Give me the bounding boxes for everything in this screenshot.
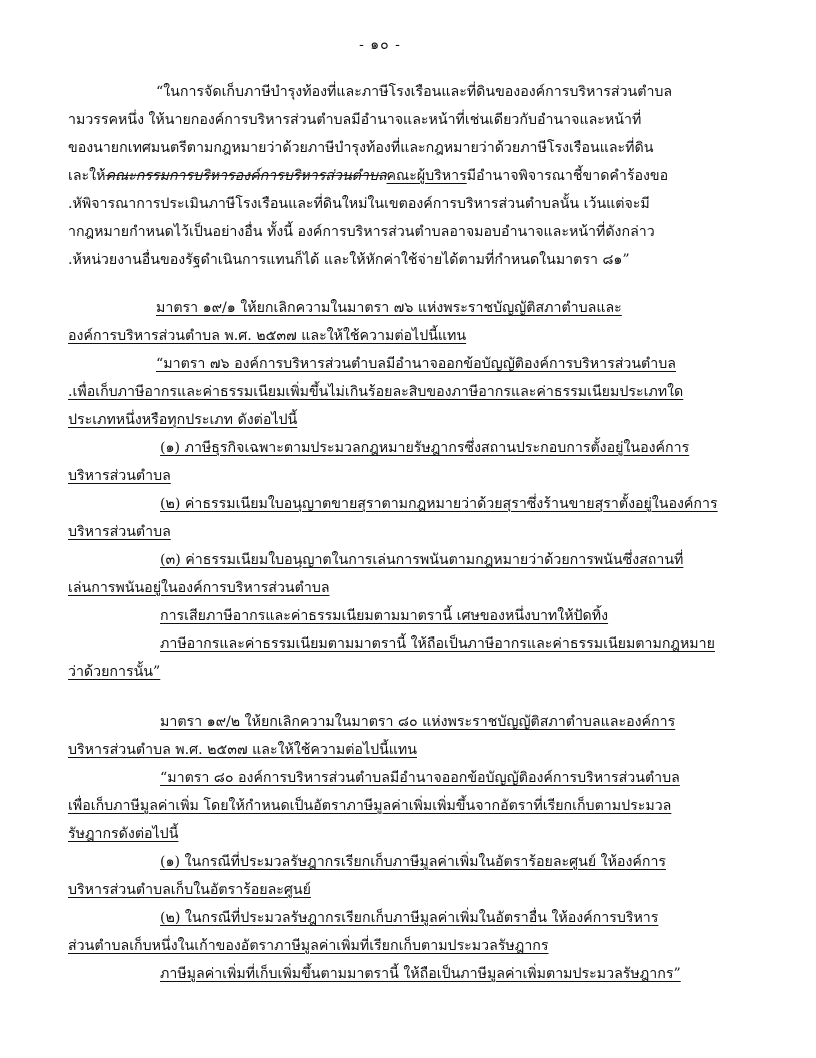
text-segment: เละให้ bbox=[68, 168, 106, 184]
text-line: .เพื่อเก็บภาษีอากรและค่าธรรมเนียมเพิ่มขึ้นไม่เกินร้อยละสิบของภาษีอากรและค่าธรรมเนียมประเภทใด bbox=[68, 384, 684, 400]
page-number: - ๑๐ - bbox=[359, 37, 401, 53]
text-line: ประเภทหนึ่งหรือทุกประเภท ดังต่อไปนี้ bbox=[68, 412, 298, 428]
text-line: “มาตรา ๘๐ องค์การบริหารส่วนตำบลมีอำนาจออกข้อบัญญัติองค์การบริหารส่วนตำบล bbox=[160, 770, 680, 786]
section-heading: มาตรา ๑๙/๑ ให้ยกเลิกความในมาตรา ๗๖ แห่งพระราชบัญญัติสภาตำบลและ bbox=[156, 300, 622, 316]
text-line: ของนายกเทศมนตรีตามกฎหมายว่าด้วยภาษีบำรุงท้องที่และกฎหมายว่าด้วยภาษีโรงเรือนและที่ดิน bbox=[68, 140, 654, 156]
text-line: บริหารส่วนตำบลเก็บในอัตราร้อยละศูนย์ bbox=[68, 882, 311, 898]
text-line: “ในการจัดเก็บภาษีบำรุงท้องที่และภาษีโรงเรือนและที่ดินขององค์การบริหารส่วนตำบล bbox=[156, 84, 673, 100]
text-line: ภาษีอากรและค่าธรรมเนียมตามมาตรานี้ ให้ถือเป็นภาษีอากรและค่าธรรมเนียมตามกฎหมาย bbox=[160, 636, 715, 652]
text-line: บริหารส่วนตำบล bbox=[68, 468, 171, 484]
text-line: ส่วนตำบลเก็บหนึ่งในเก้าของอัตราภาษีมูลค่าเพิ่มที่เรียกเก็บตามประมวลรัษฎากร bbox=[68, 938, 549, 954]
inserted-text: คณะผู้บริหาร bbox=[386, 168, 467, 184]
text-line: บริหารส่วนตำบล bbox=[68, 524, 171, 540]
text-line-amended bbox=[68, 166, 668, 188]
text-line: ว่าด้วยการนั้น” bbox=[68, 664, 161, 680]
text-line: เล่นการพนันอยู่ในองค์การบริหารส่วนตำบล bbox=[68, 580, 330, 596]
text-segment: มีอำนาจพิจารณาชี้ขาดคำร้องขอ bbox=[466, 168, 669, 184]
section-heading: มาตรา ๑๙/๒ ให้ยกเลิกความในมาตรา ๘๐ แห่งพระราชบัญญัติสภาตำบลและองค์การ bbox=[160, 714, 676, 730]
text-line: .หัพิจารณาการประเมินภาษีโรงเรือนและที่ดินใหม่ในเขตองค์การบริหารส่วนตำบลนั้น เว้นแต่จะมี bbox=[68, 196, 650, 212]
struck-text: คณะกรรมการบริหารองค์การบริหารส่วนตำบล bbox=[105, 168, 387, 184]
text-line: รัษฎากรดังต่อไปนี้ bbox=[68, 826, 179, 842]
list-item: (๑) ในกรณีที่ประมวลรัษฎากรเรียกเก็บภาษีมูลค่าเพิ่มในอัตราร้อยละศูนย์ ให้องค์การ bbox=[160, 854, 667, 870]
list-item: (๒) ค่าธรรมเนียมใบอนุญาตขายสุราตามกฎหมายว่าด้วยสุราซึ่งร้านขายสุราตั้งอยู่ในองค์การ bbox=[160, 496, 718, 512]
text-line: ภาษีมูลค่าเพิ่มที่เก็บเพิ่มขึ้นตามมาตรานี้ ให้ถือเป็นภาษีมูลค่าเพิ่มตามประมวลรัษฎากร” bbox=[160, 966, 681, 982]
list-item: (๒) ในกรณีที่ประมวลรัษฎากรเรียกเก็บภาษีมูลค่าเพิ่มในอัตราอื่น ให้องค์การบริหาร bbox=[160, 910, 659, 926]
text-line: .ห้หน่วยงานอื่นของรัฐดำเนินการแทนก็ได้ และให้หักค่าใช้จ่ายได้ตามที่กำหนดในมาตรา ๘๑” bbox=[68, 252, 630, 268]
list-item: (๑) ภาษีธุรกิจเฉพาะตามประมวลกฎหมายรัษฎากรซึ่งสถานประกอบการตั้งอยู่ในองค์การ bbox=[160, 440, 690, 456]
text-line: ามวรรคหนึ่ง ให้นายกองค์การบริหารส่วนตำบลมีอำนาจและหน้าที่เช่นเดียวกับอำนาจและหน้าที่ bbox=[68, 112, 642, 128]
list-item: (๓) ค่าธรรมเนียมใบอนุญาตในการเล่นการพนันตามกฎหมายว่าด้วยการพนันซึ่งสถานที่ bbox=[160, 552, 684, 568]
text-line: บริหารส่วนตำบล พ.ศ. ๒๕๓๗ และให้ใช้ความต่อไปนี้แทน bbox=[68, 742, 417, 758]
text-line: “มาตรา ๗๖ องค์การบริหารส่วนตำบลมีอำนาจออกข้อบัญญัติองค์การบริหารส่วนตำบล bbox=[156, 356, 676, 372]
text-line: องค์การบริหารส่วนตำบล พ.ศ. ๒๕๓๗ และให้ใช้ความต่อไปนี้แทน bbox=[68, 328, 467, 344]
text-line: ากฎหมายกำหนดไว้เป็นอย่างอื่น ทั้งนี้ องค์การบริหารส่วนตำบลอาจมอบอำนาจและหน้าที่ดังกล่าว bbox=[68, 224, 655, 240]
text-line: การเสียภาษีอากรและค่าธรรมเนียมตามมาตรานี้ เศษของหนึ่งบาทให้ปัดทิ้ง bbox=[160, 608, 609, 624]
text-line: เพื่อเก็บภาษีมูลค่าเพิ่ม โดยให้กำหนดเป็นอัตราภาษีมูลค่าเพิ่มเพิ่มขึ้นจากอัตราที่เรียกเก็บตามประมวล bbox=[68, 798, 672, 814]
